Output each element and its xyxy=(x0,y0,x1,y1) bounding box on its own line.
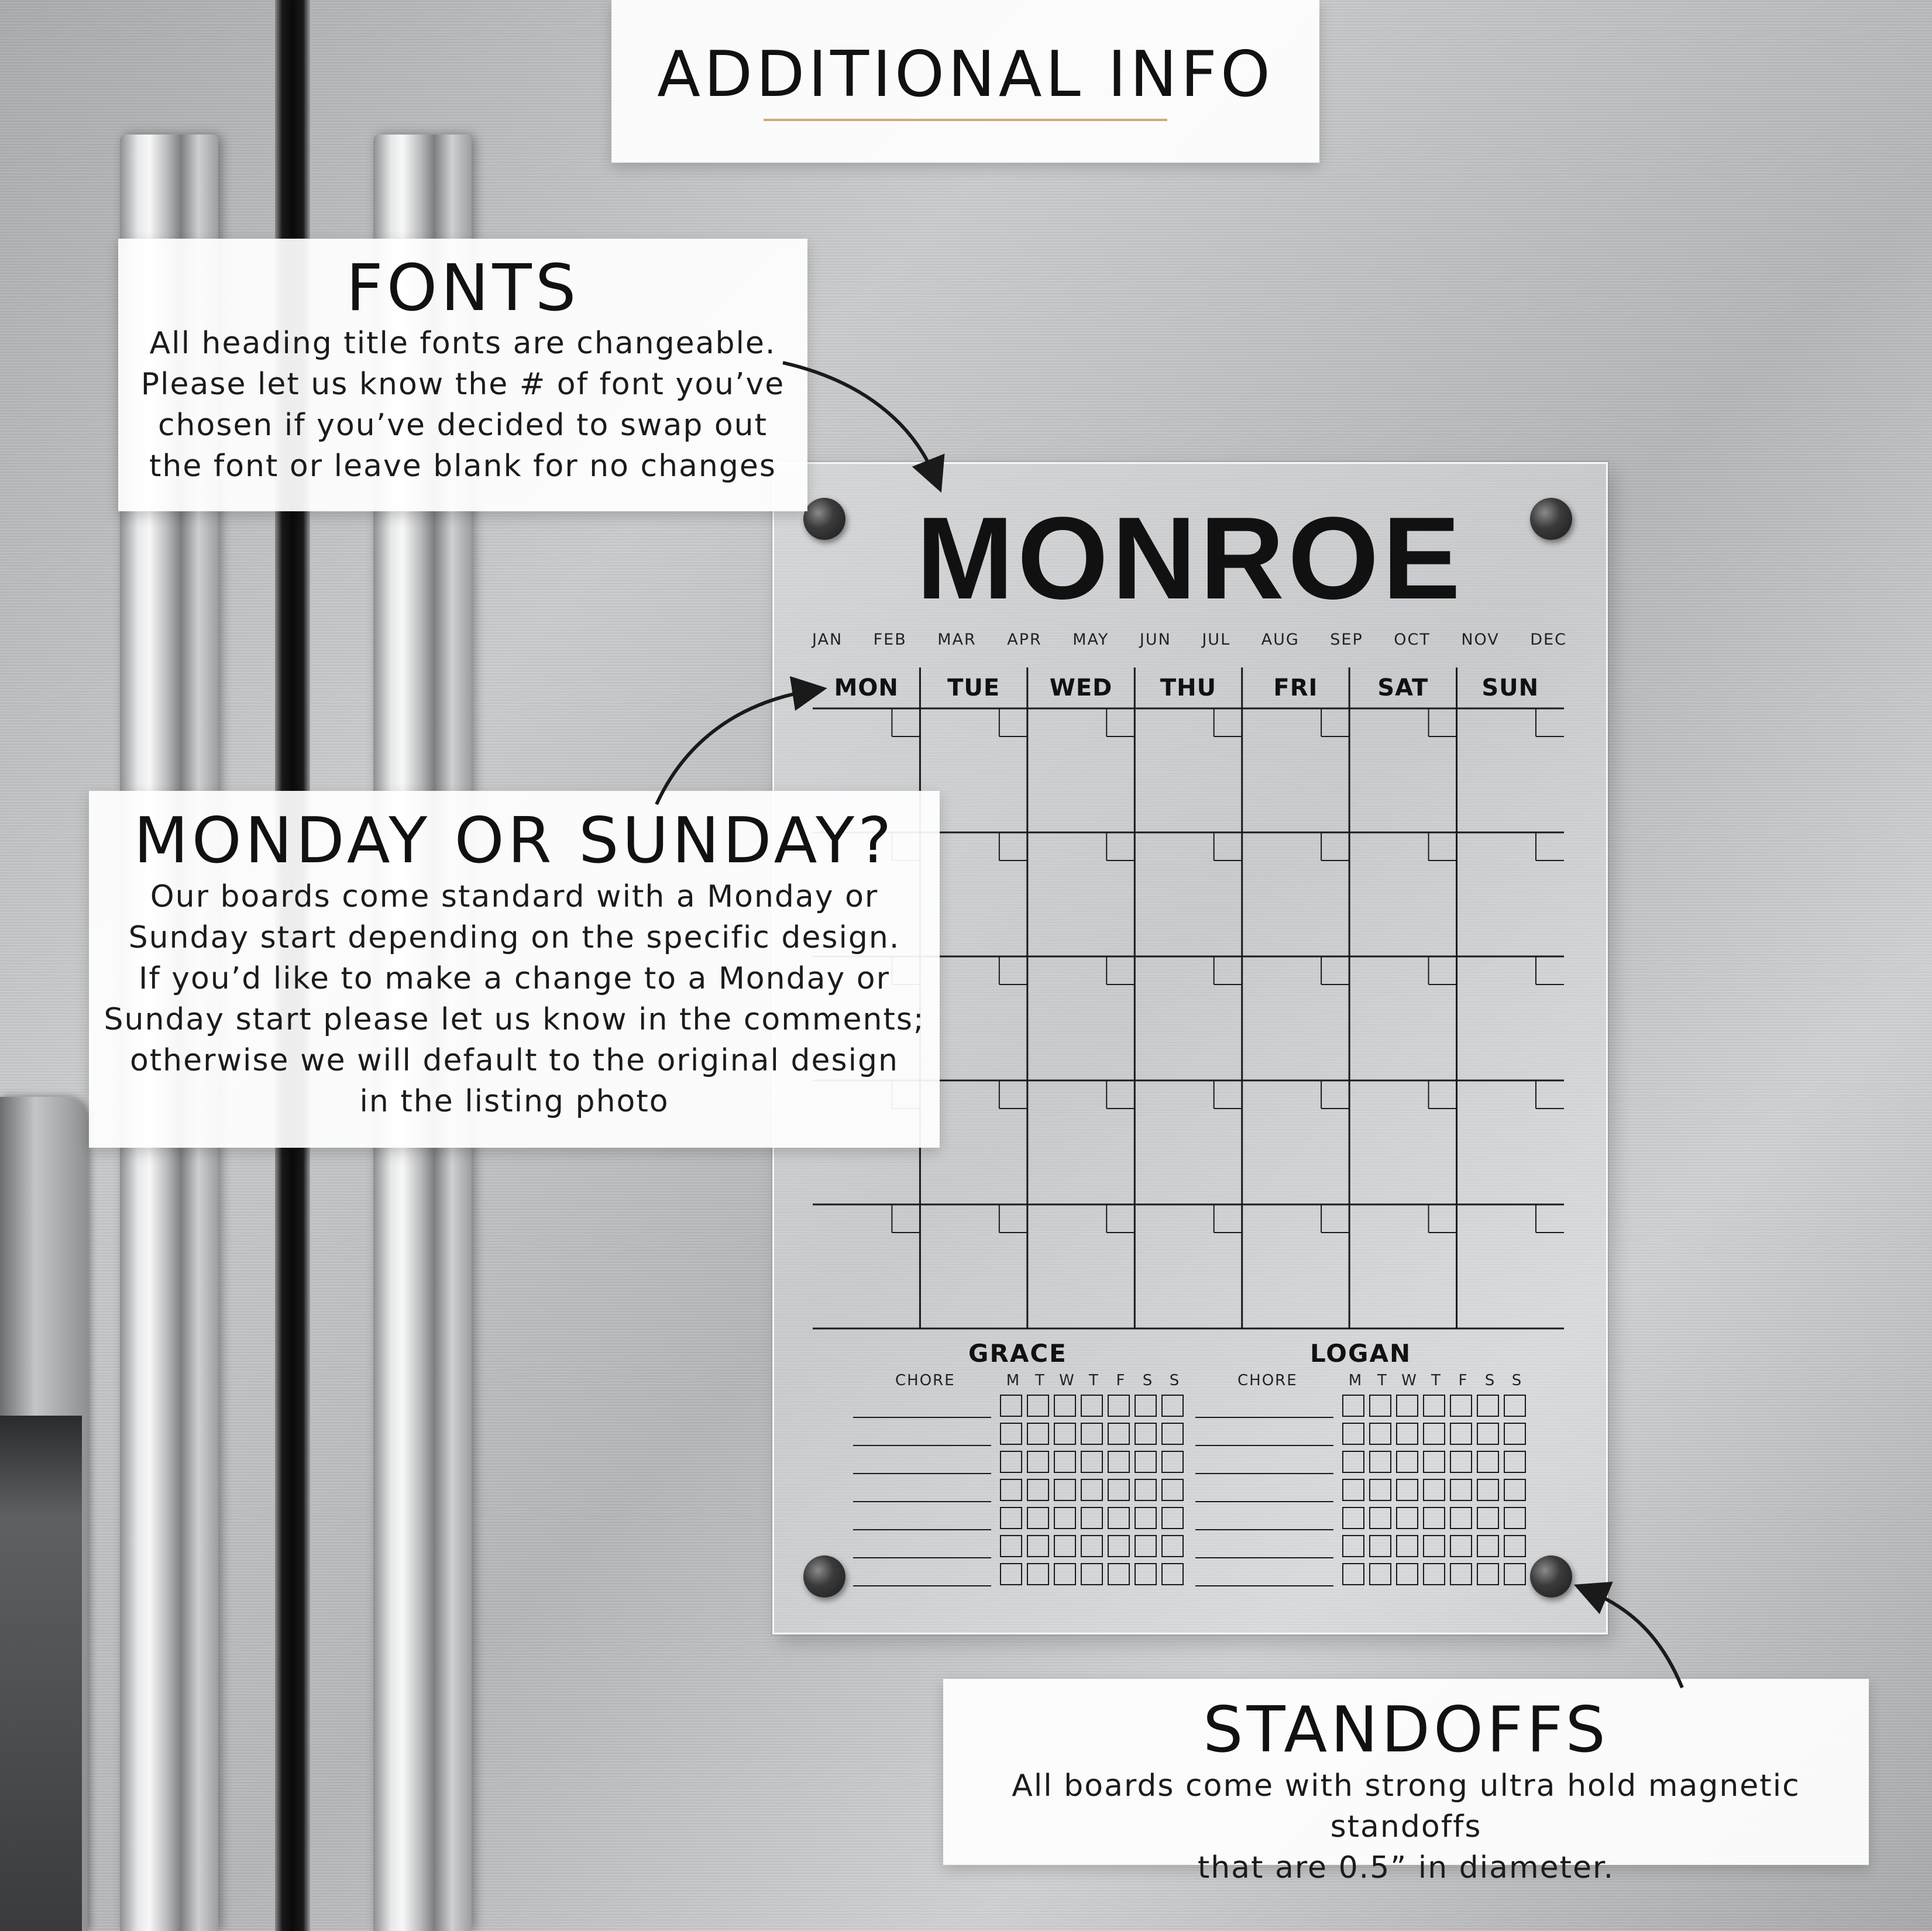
chore-day-label: T xyxy=(1035,1372,1044,1389)
chore-day-label: T xyxy=(1089,1372,1098,1389)
week-start-card-line-4: Sunday start please let us know in the comments; xyxy=(104,1002,925,1037)
chore-day-label: T xyxy=(1431,1372,1441,1389)
chore-day-label: T xyxy=(1377,1372,1387,1389)
fonts-card-line-2: Please let us know the # of font you’ve xyxy=(140,367,785,402)
fonts-card-line-4: the font or leave blank for no changes xyxy=(149,449,776,484)
weekday-label-mon: MON xyxy=(834,674,899,701)
month-label-dec: DEC xyxy=(1530,631,1567,649)
week-start-card-line-2: Sunday start depending on the specific design. xyxy=(128,920,900,955)
weekday-label-wed: WED xyxy=(1049,674,1113,701)
weekday-label-sat: SAT xyxy=(1377,674,1429,701)
fonts-card-line-3: chosen if you’ve decided to swap out xyxy=(157,408,768,443)
week-start-card-line-3: If you’d like to make a change to a Monday or xyxy=(139,961,890,996)
board-title: MONROE xyxy=(916,493,1464,624)
chore-chart-name-1: GRACE xyxy=(968,1339,1067,1368)
standoffs-card-line-2: that are 0.5” in diameter. xyxy=(1197,1850,1615,1885)
standoffs-arrow xyxy=(1587,1590,1682,1688)
chore-column-label-1: CHORE xyxy=(895,1372,955,1389)
month-label-nov: NOV xyxy=(1461,631,1500,649)
chore-day-label: S xyxy=(1511,1372,1522,1389)
month-label-feb: FEB xyxy=(873,631,907,649)
chore-day-label: W xyxy=(1059,1372,1074,1389)
header-title: ADDITIONAL INFO xyxy=(657,38,1274,111)
month-label-sep: SEP xyxy=(1330,631,1363,649)
chore-day-label: F xyxy=(1116,1372,1125,1389)
week-start-card-line-6: in the listing photo xyxy=(359,1084,669,1119)
weekday-label-thu: THU xyxy=(1160,674,1217,701)
chore-day-label: M xyxy=(1006,1372,1020,1389)
weekday-label-fri: FRI xyxy=(1273,674,1318,701)
month-label-apr: APR xyxy=(1007,631,1042,649)
week-start-arrow xyxy=(656,690,813,804)
chore-day-label: S xyxy=(1484,1372,1495,1389)
month-label-jun: JUN xyxy=(1139,631,1171,649)
fonts-card-title: FONTS xyxy=(346,250,580,325)
weekday-label-tue: TUE xyxy=(947,674,1001,701)
chore-day-label: S xyxy=(1142,1372,1153,1389)
chore-day-label: W xyxy=(1401,1372,1417,1389)
month-label-aug: AUG xyxy=(1261,631,1300,649)
chore-day-label: F xyxy=(1458,1372,1467,1389)
fonts-card-line-1: All heading title fonts are changeable. xyxy=(149,326,776,361)
standoffs-card-title: STANDOFFS xyxy=(1203,1694,1609,1767)
chore-column-label-2: CHORE xyxy=(1237,1372,1298,1389)
month-label-may: MAY xyxy=(1072,631,1109,649)
chore-chart-name-2: LOGAN xyxy=(1310,1339,1412,1368)
month-label-jan: JAN xyxy=(812,631,843,649)
chore-day-label: M xyxy=(1348,1372,1362,1389)
fonts-arrow xyxy=(783,363,936,480)
week-start-card-title: MONDAY OR SUNDAY? xyxy=(133,804,895,877)
week-start-card-line-5: otherwise we will default to the original design xyxy=(129,1043,899,1078)
month-label-oct: OCT xyxy=(1394,631,1431,649)
weekday-label-sun: SUN xyxy=(1481,674,1539,701)
chore-day-label: S xyxy=(1169,1372,1180,1389)
month-label-mar: MAR xyxy=(937,631,977,649)
week-start-card-line-1: Our boards come standard with a Monday or xyxy=(150,879,879,914)
month-label-jul: JUL xyxy=(1202,631,1231,649)
standoffs-card-line-1: All boards come with strong ultra hold magnetic standoffs xyxy=(1012,1768,1800,1844)
